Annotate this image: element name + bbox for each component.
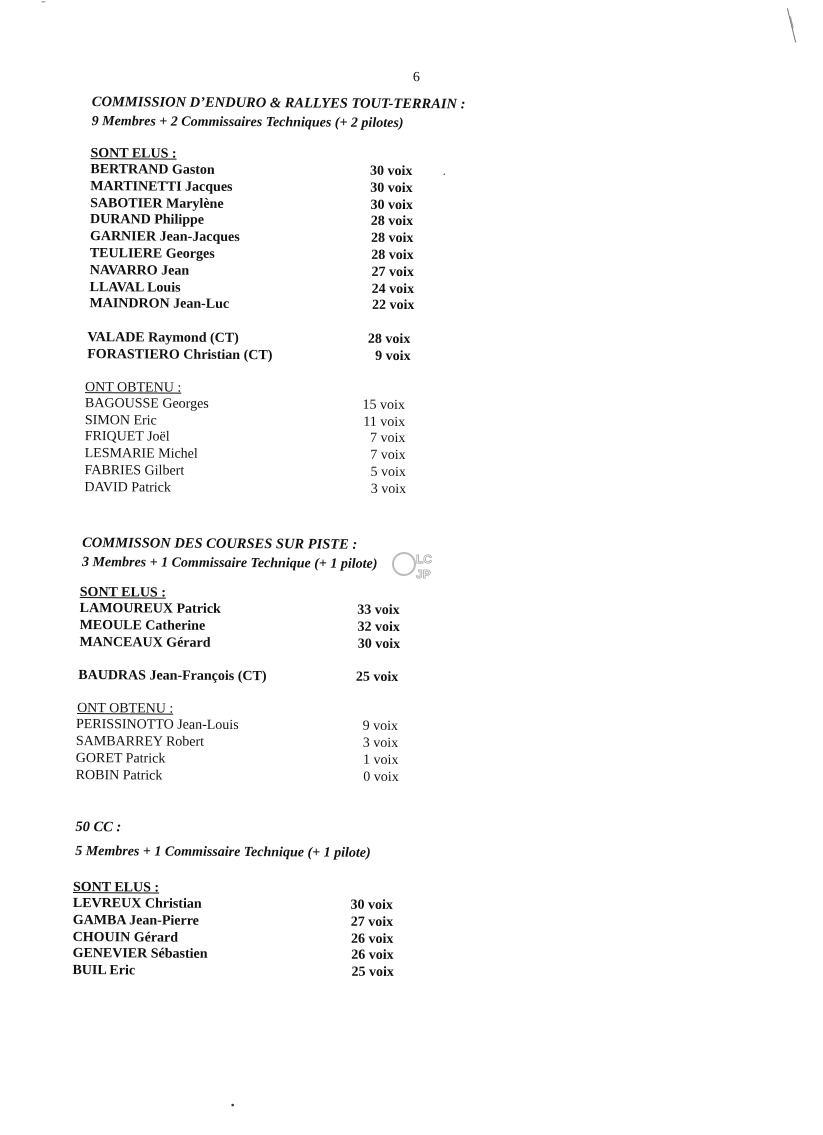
candidate-name: TEULIERE Georges (90, 246, 215, 264)
vote-count: 30 voix (333, 197, 413, 214)
vote-count: 28 voix (333, 231, 413, 248)
candidate-name: LESMARIE Michel (85, 446, 198, 463)
page-number: 6 (413, 70, 420, 86)
candidate-name: GORET Patrick (76, 751, 166, 768)
candidate-name: ROBIN Patrick (76, 768, 163, 785)
vote-count: 1 voix (318, 752, 398, 769)
candidate-name: MANCEAUX Gérard (79, 635, 210, 653)
vote-count: 33 voix (320, 603, 400, 620)
candidate-name: LEVREUX Christian (73, 896, 202, 914)
elected-heading: SONT ELUS : (80, 584, 823, 606)
watermark-stamp-icon (390, 548, 438, 584)
section-title: COMMISSON DES COURSES SUR PISTE : (82, 534, 823, 558)
candidate-name: NAVARRO Jean (90, 263, 190, 280)
technical-list (87, 330, 823, 368)
section-50cc (0, 818, 821, 985)
vote-count: 5 voix (326, 464, 406, 481)
candidate-name: DAVID Patrick (84, 480, 171, 497)
candidate-name: LAMOUREUX Patrick (80, 601, 221, 619)
vote-count: 30 voix (320, 636, 400, 653)
scan-edge-marks (3, 0, 823, 43)
vote-count: 11 voix (325, 414, 405, 431)
elected-list (90, 162, 823, 318)
vote-count: 28 voix (330, 332, 410, 349)
candidate-name: PERISSINOTTO Jean-Louis (76, 717, 239, 735)
candidate-name: GAMBA Jean-Pierre (73, 913, 199, 931)
vote-count: 3 voix (318, 735, 398, 752)
vote-row (84, 480, 823, 501)
candidate-name: SAMBARREY Robert (76, 734, 204, 752)
vote-count: 26 voix (314, 948, 394, 965)
elected-list (72, 896, 820, 985)
vote-count: 30 voix (332, 164, 412, 181)
vote-count: 3 voix (326, 481, 406, 498)
vote-count: 32 voix (320, 619, 400, 636)
candidate-name: SIMON Eric (85, 413, 157, 430)
candidate-name: SABOTIER Marylène (90, 196, 223, 214)
candidate-name: LLAVAL Louis (90, 280, 181, 297)
candidate-name: BAUDRAS Jean-François (CT) (78, 668, 266, 686)
candidate-name: MAINDRON Jean-Luc (90, 296, 230, 314)
section-subtitle: 9 Membres + 2 Commissaires Techniques (+ 2 pilotes) (92, 112, 823, 135)
candidate-name: GARNIER Jean-Jacques (90, 229, 240, 247)
vote-count: 30 voix (333, 180, 413, 197)
section-title: 50 CC : (75, 818, 821, 842)
svg-text:LC: LC (416, 552, 432, 566)
candidate-name: GENEVIER Sébastien (73, 946, 208, 964)
candidate-name: BERTRAND Gaston (90, 162, 214, 180)
vote-count: 22 voix (334, 298, 414, 315)
vote-count: 0 voix (319, 769, 399, 786)
elected-heading: SONT ELUS : (90, 145, 823, 166)
scan-dot (440, 170, 448, 178)
vote-count: 27 voix (313, 914, 393, 931)
obtained-list (76, 717, 822, 789)
obtained-heading: ONT OBTENU : (85, 379, 823, 401)
candidate-name: BAGOUSSE Georges (85, 396, 209, 414)
vote-count: 9 voix (331, 349, 411, 366)
candidate-name: FABRIES Gilbert (84, 463, 184, 480)
vote-count: 26 voix (313, 931, 393, 948)
candidate-name: FORASTIERO Christian (CT) (87, 347, 272, 365)
vote-count: 30 voix (313, 897, 393, 914)
candidate-name: BUIL Eric (72, 963, 135, 980)
vote-count: 27 voix (334, 264, 414, 281)
svg-text:JP: JP (416, 567, 431, 581)
candidate-name: DURAND Philippe (90, 212, 204, 229)
candidate-name: MEOULE Catherine (80, 618, 206, 636)
section-title: COMMISSION D’ENDURO & RALLYES TOUT-TERRAIN : (92, 93, 823, 116)
section-subtitle: 3 Membres + 1 Commissaire Technique (+ 1 pilote) (82, 553, 823, 577)
scan-dot (227, 1099, 239, 1111)
candidate-name: CHOUIN Gérard (73, 930, 178, 947)
section-enduro (0, 93, 823, 502)
obtained-list (84, 396, 823, 501)
candidate-name: MARTINETTI Jacques (90, 179, 232, 197)
vote-row (72, 963, 820, 984)
vote-count: 9 voix (318, 719, 398, 736)
elected-heading: SONT ELUS : (73, 879, 821, 901)
vote-count: 28 voix (334, 248, 414, 265)
vote-row (76, 768, 822, 789)
vote-count: 25 voix (314, 965, 394, 982)
candidate-name: VALADE Raymond (CT) (87, 330, 239, 348)
vote-count: 7 voix (325, 431, 405, 448)
vote-count: 28 voix (333, 214, 413, 231)
elected-list (79, 601, 822, 656)
vote-count: 25 voix (318, 670, 398, 687)
section-subtitle: 5 Membres + 1 Commissaire Technique (+ 1 pilote) (75, 842, 821, 866)
candidate-name: FRIQUET Joël (85, 429, 170, 446)
vote-count: 7 voix (326, 448, 406, 465)
vote-count: 24 voix (334, 281, 414, 298)
obtained-heading: ONT OBTENU : (77, 700, 822, 722)
vote-count: 15 voix (325, 397, 405, 414)
